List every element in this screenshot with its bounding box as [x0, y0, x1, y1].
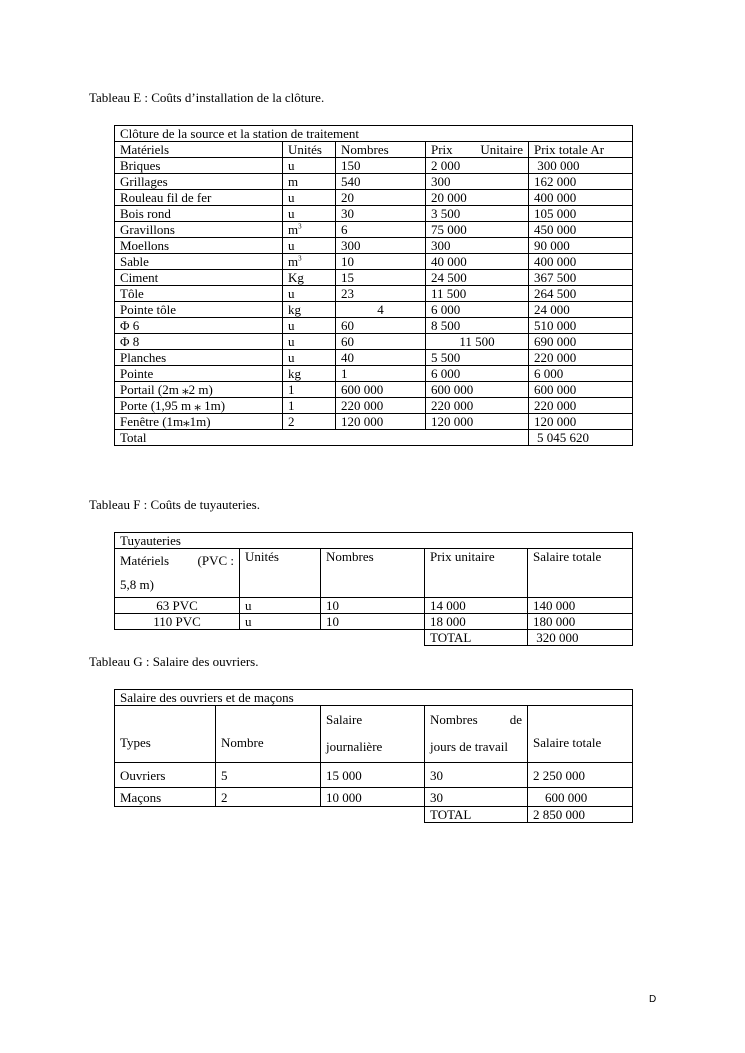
cell-unite: u	[283, 158, 336, 174]
cell-nombre: 6	[336, 222, 426, 238]
cell-materiel: Grillages	[115, 174, 283, 190]
header-nombre: Nombre	[216, 706, 321, 763]
total-value: 320 000	[528, 630, 633, 646]
table-row	[115, 302, 633, 318]
cell-materiel: Fenêtre (1m⁎1m)	[115, 414, 283, 430]
table-row	[115, 318, 633, 334]
table-g-header-row	[115, 706, 633, 763]
table-row	[115, 286, 633, 302]
cell-prix-totale: 300 000	[529, 158, 633, 174]
cell-prix-totale: 162 000	[529, 174, 633, 190]
cell-nombre: 30	[336, 206, 426, 222]
cell-materiel: Pointe tôle	[115, 302, 283, 318]
cell-prix-unitaire: 3 500	[426, 206, 529, 222]
total-label: TOTAL	[425, 630, 528, 646]
table-row	[115, 334, 633, 350]
cell-type: Ouvriers	[115, 763, 216, 788]
table-e-caption: Tableau E : Coûts d’installation de la clôture.	[89, 90, 325, 105]
cell-unite: 1	[283, 382, 336, 398]
cell-nombre: 10	[321, 598, 425, 614]
table-g-title-row	[115, 690, 633, 706]
cell-materiel: Rouleau fil de fer	[115, 190, 283, 206]
table-row	[115, 614, 633, 630]
cell-nombre: 1	[336, 366, 426, 382]
cell-unite: u	[283, 238, 336, 254]
header-types: Types	[115, 706, 216, 763]
header-nombres-jours: Nombres de jours de travail	[425, 706, 528, 763]
cell-unite: u	[283, 286, 336, 302]
cell-prix-unitaire: 120 000	[426, 414, 529, 430]
cell-prix-totale: 367 500	[529, 270, 633, 286]
cell-materiel: Tôle	[115, 286, 283, 302]
cell-nombre: 40	[336, 350, 426, 366]
table-g-caption: Tableau G : Salaire des ouvriers.	[89, 654, 259, 669]
table-row	[115, 206, 633, 222]
cell-unite: u	[240, 598, 321, 614]
table-row	[115, 270, 633, 286]
cell-materiel: Porte (1,95 m ⁎ 1m)	[115, 398, 283, 414]
cell-prix-unitaire: 5 500	[426, 350, 529, 366]
table-row	[115, 398, 633, 414]
table-row	[115, 763, 633, 788]
cell-prix-totale: 264 500	[529, 286, 633, 302]
table-row	[115, 254, 633, 270]
cell-unite: u	[283, 190, 336, 206]
table-g-total-row	[115, 807, 633, 823]
cell-prix-unitaire: 6 000	[426, 302, 529, 318]
table-row	[115, 158, 633, 174]
cell-materiel: Briques	[115, 158, 283, 174]
table-f-header-row	[115, 549, 633, 598]
header-unites: Unités	[240, 549, 321, 598]
cell-unite: $m^3$	[283, 254, 336, 270]
cell-prix-totale: 400 000	[529, 254, 633, 270]
cell-nombre: 60	[336, 334, 426, 350]
cell-salaire-totale: 600 000	[528, 788, 633, 807]
cell-salaire-journaliere: 10 000	[321, 788, 425, 807]
cell-unite: 1	[283, 398, 336, 414]
cell-prix-unitaire: 11 500	[426, 334, 529, 350]
cell-materiel: Portail (2m ⁎2 m)	[115, 382, 283, 398]
header-prix-unitaire: Prix Unitaire	[426, 142, 529, 158]
cell-materiel: Moellons	[115, 238, 283, 254]
cell-unite: kg	[283, 366, 336, 382]
cell-prix-totale: 690 000	[529, 334, 633, 350]
cell-prix-totale: 600 000	[529, 382, 633, 398]
cell-prix-unitaire: 8 500	[426, 318, 529, 334]
cell-prix-totale: 400 000	[529, 190, 633, 206]
cell-salaire-totale: 180 000	[528, 614, 633, 630]
table-f-total-row	[115, 630, 633, 646]
cell-prix-unitaire: 220 000	[426, 398, 529, 414]
cell-prix-unitaire: 75 000	[426, 222, 529, 238]
cell-prix-unitaire: 24 500	[426, 270, 529, 286]
table-f	[114, 532, 633, 646]
cell-salaire-totale: 2 250 000	[528, 763, 633, 788]
cell-prix-unitaire: 300	[426, 174, 529, 190]
cell-salaire-journaliere: 15 000	[321, 763, 425, 788]
cell-nombre: 60	[336, 318, 426, 334]
table-row	[115, 190, 633, 206]
table-row	[115, 366, 633, 382]
table-row	[115, 222, 633, 238]
cell-nombre: 23	[336, 286, 426, 302]
cell-nombre: 15	[336, 270, 426, 286]
cell-unite: u	[283, 350, 336, 366]
cell-nombre: 10	[336, 254, 426, 270]
cell-unite: $m^3$	[283, 222, 336, 238]
total-value: 5 045 620	[529, 430, 633, 446]
cell-type: Maçons	[115, 788, 216, 807]
cell-prix-unitaire: 2 000	[426, 158, 529, 174]
cell-nombre: 150	[336, 158, 426, 174]
table-e-title: Clôture de la source et la station de traitement	[115, 126, 633, 142]
cell-prix-unitaire: 14 000	[425, 598, 528, 614]
cell-prix-unitaire: 18 000	[425, 614, 528, 630]
table-g	[114, 689, 633, 823]
table-e	[114, 125, 633, 446]
header-materiels: Matériels	[115, 142, 283, 158]
cell-prix-totale: 6 000	[529, 366, 633, 382]
cell-unite: Kg	[283, 270, 336, 286]
header-nombres: Nombres	[321, 549, 425, 598]
table-row	[115, 382, 633, 398]
header-prix-totale: Prix totale Ar	[529, 142, 633, 158]
cell-prix-totale: 220 000	[529, 350, 633, 366]
total-value: 2 850 000	[528, 807, 633, 823]
cell-materiel: Pointe	[115, 366, 283, 382]
header-nombres: Nombres	[336, 142, 426, 158]
cell-prix-unitaire: 20 000	[426, 190, 529, 206]
table-row	[115, 598, 633, 614]
cell-prix-totale: 450 000	[529, 222, 633, 238]
table-row	[115, 174, 633, 190]
cell-materiel: Φ 6	[115, 318, 283, 334]
cell-nombre: 20	[336, 190, 426, 206]
header-salaire-journaliere: Salaire journalière	[321, 706, 425, 763]
cell-prix-totale: 220 000	[529, 398, 633, 414]
cell-prix-unitaire: 600 000	[426, 382, 529, 398]
cell-nombre: 10	[321, 614, 425, 630]
cell-prix-unitaire: 11 500	[426, 286, 529, 302]
table-f-title: Tuyauteries	[115, 533, 633, 549]
cell-prix-totale: 510 000	[529, 318, 633, 334]
cell-unite: u	[283, 334, 336, 350]
table-f-title-row	[115, 533, 633, 549]
cell-materiel: Φ 8	[115, 334, 283, 350]
table-row	[115, 788, 633, 807]
cell-unite: 2	[283, 414, 336, 430]
header-prix-unitaire: Prix unitaire	[425, 549, 528, 598]
cell-nombre: 5	[216, 763, 321, 788]
cell-unite: u	[283, 318, 336, 334]
empty-cell	[115, 807, 425, 823]
cell-jours: 30	[425, 788, 528, 807]
cell-prix-totale: 90 000	[529, 238, 633, 254]
table-e-header-row	[115, 142, 633, 158]
cell-unite: u	[240, 614, 321, 630]
cell-materiel: Bois rond	[115, 206, 283, 222]
header-salaire-totale: Salaire totale	[528, 706, 633, 763]
page-marker: D	[649, 994, 657, 1005]
cell-nombre: 2	[216, 788, 321, 807]
table-f-caption: Tableau F : Coûts de tuyauteries.	[89, 497, 260, 512]
table-row	[115, 238, 633, 254]
cell-materiel: Gravillons	[115, 222, 283, 238]
cell-nombre: 4	[336, 302, 426, 318]
cell-materiel: Sable	[115, 254, 283, 270]
table-row	[115, 350, 633, 366]
cell-nombre: 120 000	[336, 414, 426, 430]
cell-salaire-totale: 140 000	[528, 598, 633, 614]
table-e-total-row	[115, 430, 633, 446]
cell-materiel: 110 PVC	[115, 614, 240, 630]
cell-prix-unitaire: 40 000	[426, 254, 529, 270]
cell-nombre: 600 000	[336, 382, 426, 398]
cell-jours: 30	[425, 763, 528, 788]
total-label: TOTAL	[425, 807, 528, 823]
header-materiels-pvc: Matériels (PVC : 5,8 m)	[115, 549, 240, 598]
table-e-title-row	[115, 126, 633, 142]
cell-nombre: 220 000	[336, 398, 426, 414]
cell-prix-totale: 24 000	[529, 302, 633, 318]
cell-prix-unitaire: 6 000	[426, 366, 529, 382]
cell-unite: u	[283, 206, 336, 222]
table-g-title: Salaire des ouvriers et de maçons	[115, 690, 633, 706]
cell-unite: kg	[283, 302, 336, 318]
cell-prix-totale: 105 000	[529, 206, 633, 222]
cell-materiel: 63 PVC	[115, 598, 240, 614]
empty-cell	[115, 630, 425, 646]
table-row	[115, 414, 633, 430]
total-label: Total	[115, 430, 529, 446]
header-salaire-totale: Salaire totale	[528, 549, 633, 598]
cell-materiel: Planches	[115, 350, 283, 366]
cell-materiel: Ciment	[115, 270, 283, 286]
cell-prix-totale: 120 000	[529, 414, 633, 430]
cell-unite: m	[283, 174, 336, 190]
header-unites: Unités	[283, 142, 336, 158]
cell-nombre: 300	[336, 238, 426, 254]
cell-prix-unitaire: 300	[426, 238, 529, 254]
cell-nombre: 540	[336, 174, 426, 190]
